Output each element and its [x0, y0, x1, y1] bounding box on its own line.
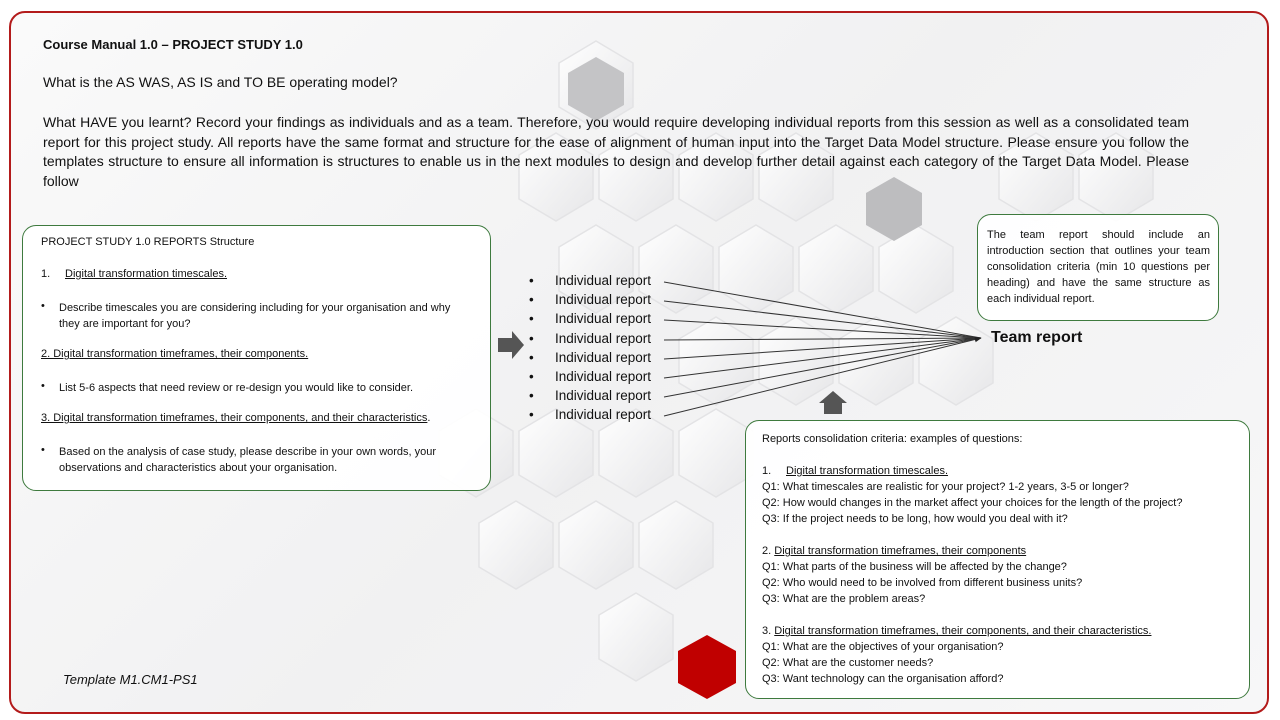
list-item [529, 407, 651, 422]
operating-model-question: What is the AS WAS, AS IS and TO BE operating model? [43, 74, 398, 90]
bullet-icon: • [529, 273, 534, 288]
report-label: Individual report [555, 292, 652, 307]
item-suffix: . [427, 412, 431, 424]
team-report-note-box [977, 214, 1219, 321]
criteria-heading: Reports consolidation criteria: examples of questions: [762, 433, 1023, 445]
list-item [529, 292, 651, 307]
criteria-question: Q1: What parts of the business will be affected by the change? [762, 561, 1067, 573]
structure-bullet-2: List 5-6 aspects that need review or re-design you would like to consider. [59, 382, 414, 394]
report-label: Individual report [555, 311, 652, 326]
criteria-question: Q2: What are the customer needs? [762, 657, 934, 669]
criteria-section-2 [762, 543, 1026, 559]
consolidation-criteria-box [745, 420, 1250, 699]
bullet-icon: • [529, 407, 534, 422]
bullet-icon: • [41, 444, 45, 456]
template-label: Template M1.CM1-PS1 [63, 672, 198, 687]
reports-structure-box [22, 225, 491, 491]
intro-paragraph: What HAVE you learnt? Record your findings as individuals and as a team. Therefore, you would require developing individual reports from this session as well as a consolidated team report for this project study. All reports have the same format and structure for the ease of alignment of human input into the Target Data Model structure. Please ensure you follow the templates structure to ensure all information is structures to enable us in the next modules to design and develop further detail against each category of the Target Data Model. Please follow [43, 114, 1189, 189]
criteria-question: Q1: What timescales are realistic for your project? 1-2 years, 3-5 or longer? [762, 481, 1129, 493]
criteria-question: Q2: How would changes in the market affect your choices for the length of the project? [762, 497, 1183, 509]
criteria-question: Q3: What are the problem areas? [762, 593, 926, 605]
list-item [529, 388, 651, 403]
report-label: Individual report [555, 350, 652, 365]
team-report-label: Team report [991, 329, 1083, 346]
structure-item-1 [41, 268, 227, 280]
report-label: Individual report [555, 273, 652, 288]
bullet-icon: • [529, 331, 534, 346]
structure-bullet-1: Describe timescales you are considering including for your organisation and why they are important for you? [59, 302, 451, 330]
list-item [529, 311, 651, 326]
list-item [529, 350, 651, 365]
section-number: 2. [762, 545, 772, 557]
criteria-section-3 [762, 623, 1151, 639]
bullet-icon: • [41, 380, 45, 392]
structure-item-2: 2. Digital transformation timeframes, their components. [41, 348, 309, 360]
team-report-note: The team report should include an introduction section that outlines your team consolidation criteria (min 10 questions per heading) and have the same structure as each individual report. [987, 229, 1210, 305]
section-number: 3. [762, 625, 772, 637]
bullet-icon: • [529, 369, 534, 384]
criteria-section-1 [762, 463, 948, 479]
criteria-question: Q1: What are the objectives of your organisation? [762, 641, 1004, 653]
section-title: Digital transformation timeframes, their components, and their characteristics. [774, 625, 1152, 637]
bullet-icon: • [529, 350, 534, 365]
bullet-icon: • [529, 388, 534, 403]
item-number: 1. [41, 268, 51, 280]
list-item [529, 273, 651, 288]
structure-bullet-3: Based on the analysis of case study, please describe in your own words, your observations and characteristics about your organisation. [59, 446, 437, 474]
section-title: Digital transformation timeframes, their components [774, 545, 1027, 557]
report-label: Individual report [555, 331, 652, 346]
bullet-icon: • [529, 292, 534, 307]
section-number: 1. [762, 465, 772, 477]
section-title: Digital transformation timescales. [786, 465, 949, 477]
bullet-icon: • [529, 311, 534, 326]
structure-heading: PROJECT STUDY 1.0 REPORTS Structure [41, 236, 255, 248]
structure-item-3 [41, 412, 430, 424]
bullet-icon: • [41, 300, 45, 312]
criteria-question: Q3: Want technology can the organisation afford? [762, 673, 1004, 685]
list-item [529, 331, 651, 346]
report-label: Individual report [555, 407, 652, 422]
report-label: Individual report [555, 388, 652, 403]
red-hexagon [678, 635, 736, 699]
item-title: Digital transformation timescales. [65, 268, 228, 280]
criteria-question: Q2: Who would need to be involved from different business units? [762, 577, 1083, 589]
criteria-question: Q3: If the project needs to be long, how would you deal with it? [762, 513, 1068, 525]
item-title: 3. Digital transformation timeframes, their components, and their characteristics [41, 412, 428, 424]
slide-frame [9, 11, 1269, 714]
slide-title: Course Manual 1.0 – PROJECT STUDY 1.0 [43, 37, 303, 52]
list-item [529, 369, 651, 384]
report-label: Individual report [555, 369, 652, 384]
